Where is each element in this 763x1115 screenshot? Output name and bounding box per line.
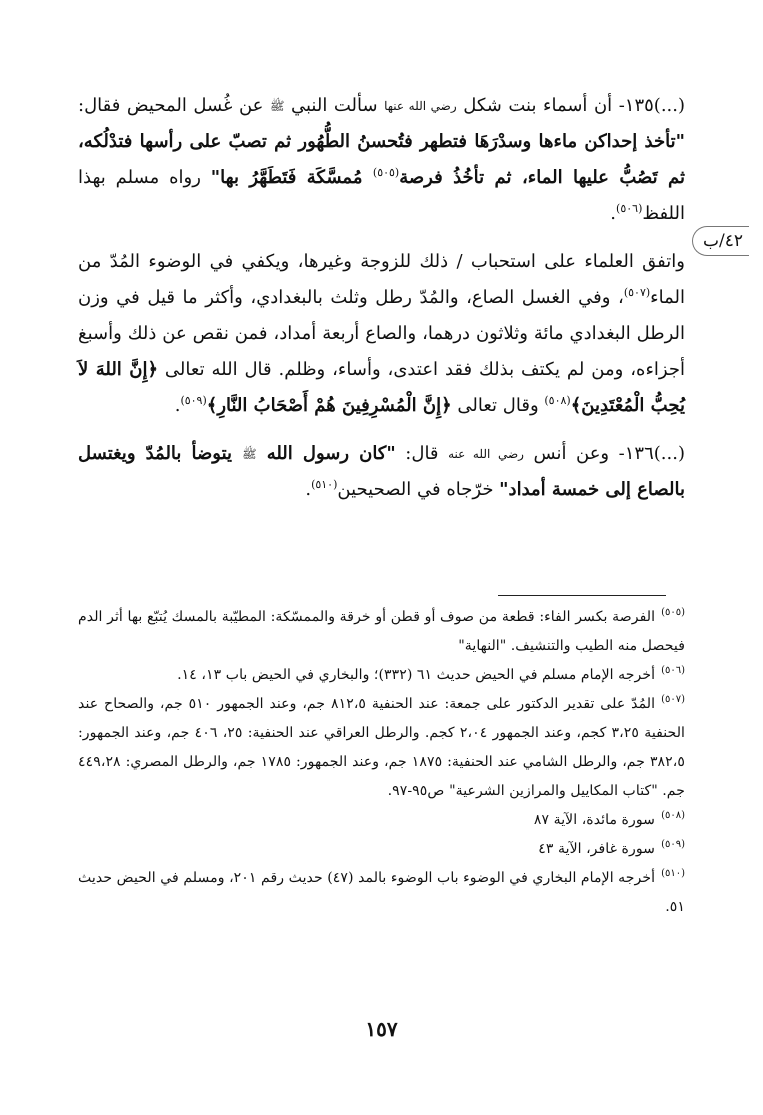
hadith-quote: "كان رسول الله [256, 443, 396, 464]
main-text [78, 88, 685, 508]
text-segment: قال: [395, 443, 449, 464]
hadith-number: (...)١٣٦- [618, 443, 685, 464]
footnote-text: أخرجه الإمام البخاري في الوضوء باب الوضوء بالمد (٤٧) حديث رقم ٢٠١، ومسلم في الحيض حديث ٥١. [78, 870, 685, 915]
footnote-509 [78, 835, 685, 864]
footnote-ref[interactable]: (٥٠٨) [544, 394, 571, 407]
hadith-number: (...)١٣٥- [618, 95, 686, 116]
honorific-mark: ﷺ [242, 447, 257, 461]
text-segment: وعن أنس [523, 443, 619, 464]
text-segment: ، وفي الغسل الصاع، والمُدّ رطل وثلث بالبغدادي، وأكثر ما قيل في وزن الرطل البغدادي مائة وثلاثون درهما، والصاع أربعة أمداد، فمن نقص عن ذلك وأسبغ أجزاءه، ومن لم يكتف بذلك فقد اعتدى، وأساء، وظلم. قال الله تعالى [78, 287, 685, 380]
honorific-mark: ﷺ [269, 99, 285, 113]
hadith-quote-end: يتوضأ بالمُدّ ويغتسل بالصاع إلى خمسة أمداد" [78, 443, 685, 500]
footnote-ref[interactable]: (٥٠٥) [372, 166, 400, 179]
footnote-text: سورة غافر، الآية ٤٣ [538, 841, 656, 857]
footnote-number: (٥٠٦) [661, 665, 685, 677]
hadith-135-paragraph [78, 88, 685, 232]
hadith-quote: "تأخذ إحداكن ماءها وسدْرَهَا فتطهر فتُحسنُ الطُّهُور ثم تصبّ على رأسها فتدْلُكه، ثم تَصُبُّ عليها الماء، ثم تأخُذُ فرصة [78, 131, 685, 188]
footnote-505 [78, 603, 685, 661]
footnote-text: سورة مائدة، الآية ٨٧ [533, 812, 656, 828]
footnote-number: (٥٠٨) [661, 810, 685, 822]
footnotes [78, 603, 685, 922]
text-segment: . [610, 203, 617, 224]
honorific-mark: رضي الله عنها [384, 99, 457, 113]
footnote-number: (٥١٠) [661, 868, 686, 880]
footnote-ref[interactable]: (٥١٠) [311, 478, 338, 491]
footnote-separator [498, 595, 666, 596]
text-segment: . [305, 479, 312, 500]
footnote-ref[interactable]: (٥٠٩) [180, 394, 207, 407]
footnote-510 [78, 864, 685, 922]
footnote-ref[interactable]: (٥٠٦) [616, 202, 643, 215]
text-segment: واتفق العلماء على استحباب / ذلك للزوجة وغيرها، ويكفي في الوضوء المُدّ من الماء [78, 251, 685, 308]
footnote-506 [78, 661, 685, 690]
footnote-text: الفرصة بكسر الفاء: قطعة من صوف أو قطن أو خرقة والممسّكة: المطيّبة بالمسك يُتبّع بها أثر الدم فيحصل منه الطيب والتنشيف. "النهاية" [78, 609, 685, 654]
footnote-508 [78, 806, 685, 835]
text-segment: رواه مسلم بهذا اللفظ [78, 167, 685, 224]
footnote-number: (٥٠٧) [661, 694, 685, 706]
text-segment: سألت النبي [284, 95, 385, 116]
text-segment: . [174, 395, 181, 416]
honorific-mark: رضي الله عنه [448, 447, 524, 461]
text-segment: عن غُسل المحيض فقال: [78, 95, 270, 116]
footnote-507 [78, 690, 685, 806]
footnote-number: (٥٠٩) [661, 839, 685, 851]
quran-verse: ﴿إِنَّ اللهَ لاَ يُحِبُّ الْمُعْتَدِينَ﴾ [78, 359, 685, 416]
manuscript-folio-marker: ٤٢/ب [692, 226, 749, 256]
quran-verse: ﴿إِنَّ الْمُسْرِفِينَ هُمْ أَصْحَابُ النَّارِ﴾ [206, 395, 452, 416]
footnote-number: (٥٠٥) [661, 607, 685, 619]
hadith-136-paragraph [78, 436, 685, 508]
footnote-ref[interactable]: (٥٠٧) [623, 286, 651, 299]
footnote-text: المُدّ على تقدير الدكتور على جمعة: عند الحنفية ٨١٢،٥ جم، وعند الجمهور ٥١٠ جم، والصحاح عند الحنفية ٣،٢٥ كجم، وعند الجمهور ٢،٠٤ كجم. والرطل العراقي عند الحنفية: ٢٥، ٤٠٦ جم، وعند الجمهور: ٣٨٢،٥ جم، والرطل الشامي عند الحنفية: ١٨٧٥ جم، وعند الجمهور: ١٧٨٥ جم، والرطل المصري: ٤٤٩،٢٨ جم. "كتاب المكاييل والمرازين الشرعية" ص٩٥-٩٧. [78, 696, 685, 799]
commentary-paragraph [78, 244, 685, 424]
text-segment: أن أسماء بنت شكل [456, 95, 619, 116]
page-number: ١٥٧ [365, 1017, 398, 1041]
hadith-quote-end: مُمسَّكَة فَتَطَهَّرُ بها" [210, 167, 373, 188]
footnote-text: أخرجه الإمام مسلم في الحيض حديث ٦١ (٣٣٢)؛ والبخاري في الحيض باب ١٣، ١٤. [177, 667, 656, 683]
text-segment: وقال تعالى [451, 395, 545, 416]
text-segment: خرّجاه في الصحيحين [337, 479, 500, 500]
